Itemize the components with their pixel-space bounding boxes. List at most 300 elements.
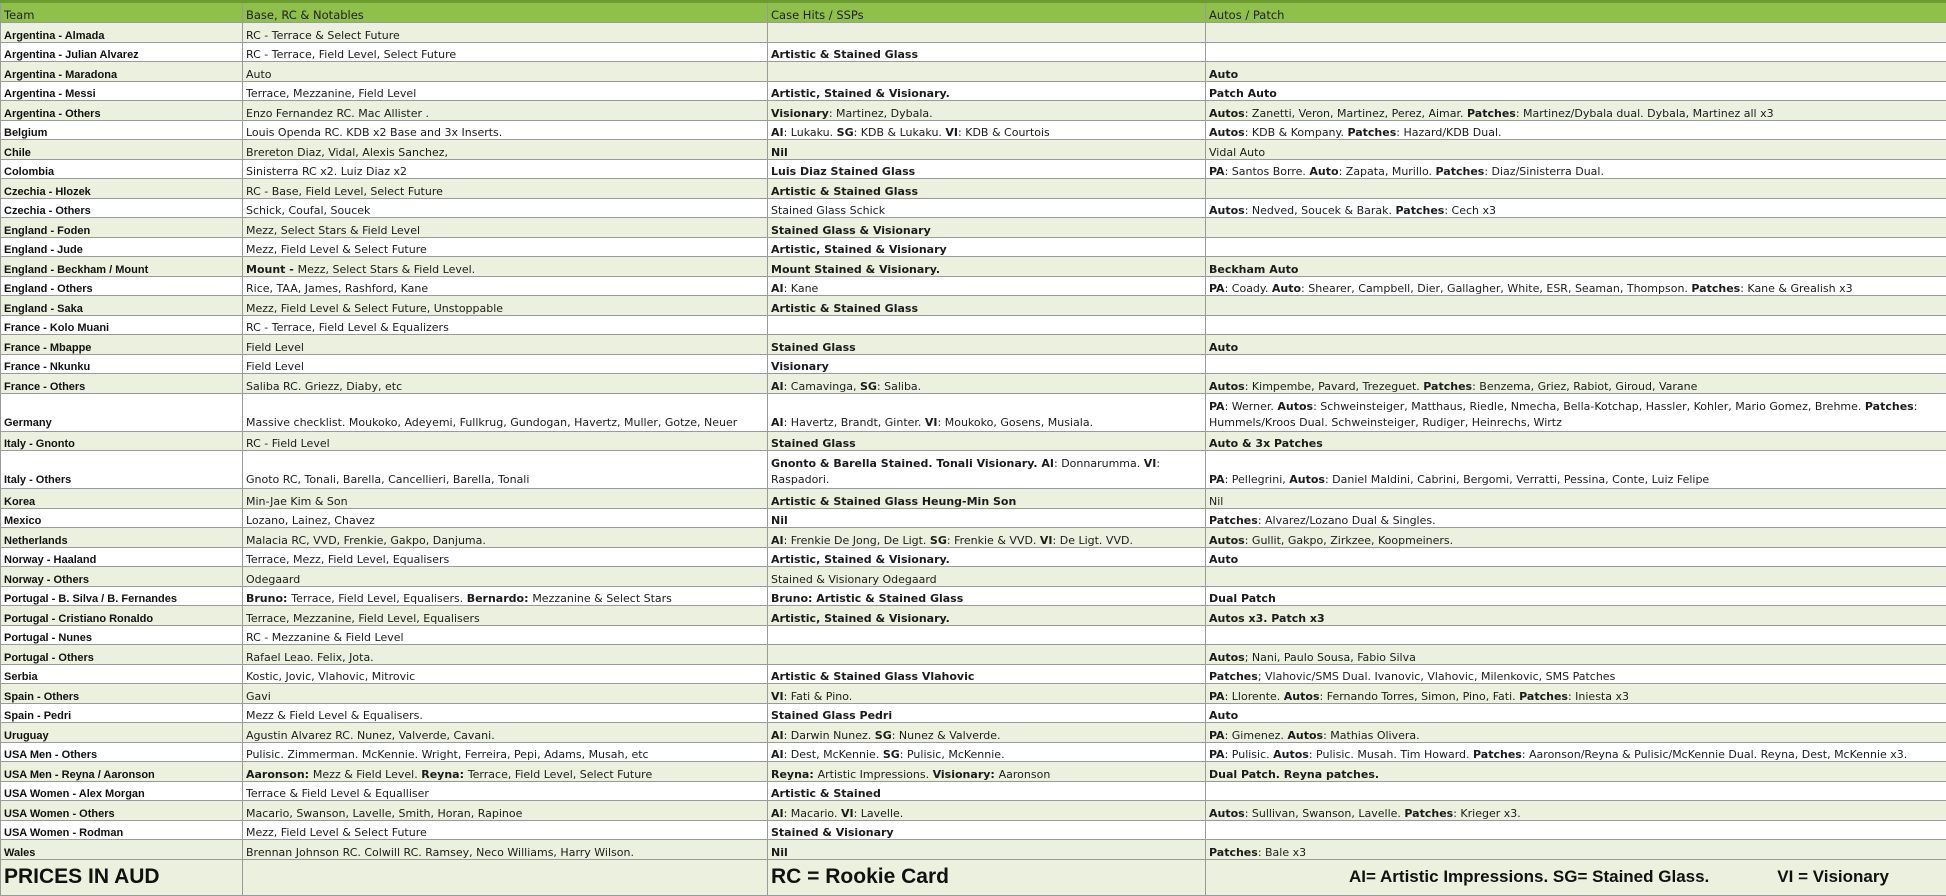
team-cell[interactable]: Belgium [1,120,243,140]
cell-text: : Zapata, Murillo. [1339,165,1436,178]
cell-text: Odegaard [246,573,300,586]
base-cell[interactable] [243,451,768,489]
table-body [1,23,1946,860]
autos-cell[interactable] [1206,120,1946,140]
autos-cell[interactable] [1206,101,1946,121]
cell-text: RC - Terrace & Select Future [246,29,400,42]
team-cell[interactable]: Italy - Others [1,451,243,489]
cell-text: ; Vlahovic/SMS Dual. Ivanovic, Vlahovic, Milenkovic, SMS Patches [1258,670,1615,683]
autos-cell[interactable] [1206,393,1946,431]
cell-text: : Zanetti, Veron, Martinez, Perez, Aimar. [1245,107,1467,120]
bold-text: PA [1209,748,1225,761]
bold-text: VI [1144,457,1157,470]
bold-text: Auto [1209,709,1238,722]
bold-text: Bruno: Artistic & Stained Glass [771,592,963,605]
bold-text: Auto [1209,68,1238,81]
footer-legend-cell[interactable] [1206,859,1946,895]
hits-cell[interactable] [768,218,1206,238]
autos-cell[interactable] [1206,218,1946,238]
bold-text: Patch Auto [1209,87,1277,100]
team-cell[interactable]: Spain - Pedri [1,703,243,723]
base-cell[interactable] [243,354,768,374]
hits-cell[interactable] [768,684,1206,704]
team-cell[interactable]: Argentina - Messi [1,81,243,101]
base-cell[interactable] [243,101,768,121]
column-header-hits[interactable]: Case Hits / SSPs [768,2,1206,23]
table-row [1,393,1946,431]
bold-text: Patches [1209,514,1258,527]
cell-text: : Daniel Maldini, Cabrini, Bergomi, Verratti, Pessina, Conte, Luiz Felipe [1325,473,1709,486]
team-cell[interactable]: Portugal - Nunes [1,625,243,645]
hits-cell[interactable] [768,23,1206,43]
base-cell[interactable] [243,723,768,743]
team-cell[interactable]: Spain - Others [1,684,243,704]
autos-cell[interactable] [1206,42,1946,62]
cell-text: ; Nani, Paulo Sousa, Fabio Silva [1245,651,1416,664]
hits-cell[interactable] [768,820,1206,840]
cell-text: : De Ligt. VVD. [1053,534,1133,547]
base-cell[interactable] [243,81,768,101]
hits-cell[interactable] [768,781,1206,801]
team-cell[interactable]: Argentina - Others [1,101,243,121]
table-row [1,218,1946,238]
cell-text: Stained & Visionary Odegaard [771,573,937,586]
bold-text: PA [1209,400,1225,413]
bold-text: Bruno: [246,592,291,605]
cell-text: Mezz & Field Level & Equalisers. [246,709,423,722]
autos-cell[interactable] [1206,645,1946,665]
cell-text: : Kimpembe, Pavard, Trezeguet. [1245,380,1424,393]
bold-text: Patches [1467,107,1516,120]
base-cell[interactable] [243,179,768,199]
cell-text: : Pulisic. [1225,748,1274,761]
table-row [1,625,1946,645]
table-row [1,528,1946,548]
autos-cell[interactable] [1206,335,1946,355]
hits-cell[interactable] [768,198,1206,218]
hits-cell[interactable] [768,489,1206,509]
table-row [1,489,1946,509]
bold-text: Artistic & Stained Glass Vlahovic [771,670,974,683]
table-row [1,42,1946,62]
base-cell[interactable] [243,23,768,43]
hits-cell[interactable] [768,586,1206,606]
bold-text: Patches [1209,670,1258,683]
bold-text: Autos [1277,400,1313,413]
bold-text: Nil [771,146,788,159]
base-cell[interactable] [243,742,768,762]
autos-cell[interactable] [1206,179,1946,199]
cell-text: : Fernando Torres, Simon, Pino, Fati. [1320,690,1520,703]
base-cell[interactable] [243,335,768,355]
table-row [1,547,1946,567]
cell-text: : Schweinsteiger, Matthaus, Riedle, Nmecha, Bella-Kotchap, Hassler, Kohler, Mario Gomez, Brehme. [1313,400,1865,413]
bold-text: Patches [1347,126,1396,139]
cell-text: Gavi [246,690,271,703]
base-cell[interactable] [243,489,768,509]
autos-cell[interactable] [1206,684,1946,704]
bold-text: Patches [1436,165,1485,178]
hits-cell[interactable] [768,101,1206,121]
team-cell[interactable]: Germany [1,393,243,431]
column-header-autos[interactable]: Autos / Patch [1206,2,1946,23]
base-cell[interactable] [243,218,768,238]
cell-text: Min-Jae Kim & Son [246,495,348,508]
hits-cell[interactable] [768,257,1206,277]
cell-text: Kostic, Jovic, Vlahovic, Mitrovic [246,670,415,683]
cell-text: Mezz, Field Level & Select Future [246,826,427,839]
table-row [1,81,1946,101]
cell-text: : Shearer, Campbell, Dier, Gallagher, White, ESR, Seaman, Thompson. [1301,282,1691,295]
base-cell[interactable] [243,762,768,782]
hits-cell[interactable] [768,42,1206,62]
autos-cell[interactable] [1206,159,1946,179]
table-row [1,237,1946,257]
autos-cell[interactable] [1206,567,1946,587]
footer-empty-cell[interactable] [243,859,768,895]
hits-cell[interactable] [768,140,1206,160]
bold-text: AI [771,380,784,393]
cell-text: : Mathias Olivera. [1323,729,1420,742]
base-cell[interactable] [243,62,768,82]
hits-cell[interactable] [768,703,1206,723]
cell-text: : Pulisic. Musah. Tim Howard. [1309,748,1473,761]
cell-text: Schick, Coufal, Soucek [246,204,370,217]
hits-cell[interactable] [768,81,1206,101]
hits-cell[interactable] [768,120,1206,140]
bold-text: Stained Glass Pedri [771,709,892,722]
team-cell[interactable]: France - Kolo Muani [1,315,243,335]
hits-cell[interactable] [768,742,1206,762]
bold-text: Artistic & Stained Glass [771,302,918,315]
bold-text: Artistic, Stained & Visionary [771,243,947,256]
autos-cell[interactable] [1206,606,1946,626]
bold-text: Reyna: [771,768,818,781]
autos-cell[interactable] [1206,237,1946,257]
hits-cell[interactable] [768,528,1206,548]
autos-cell[interactable] [1206,820,1946,840]
team-cell[interactable]: Uruguay [1,723,243,743]
bold-text: Bernardo: [467,592,533,605]
bold-text: Patches [1404,807,1453,820]
hits-cell[interactable] [768,237,1206,257]
autos-cell[interactable] [1206,742,1946,762]
cell-text: : Krieger x3. [1453,807,1521,820]
team-cell[interactable]: USA Men - Reyna / Aaronson [1,762,243,782]
bold-text: Stained Glass & Visionary [771,224,931,237]
team-cell[interactable]: England - Beckham / Mount [1,257,243,277]
bold-text: Patches [1396,204,1445,217]
cell-text: Mezz, Select Stars & Field Level [246,224,420,237]
autos-cell[interactable] [1206,625,1946,645]
cell-text: Malacia RC, VVD, Frenkie, Gakpo, Danjuma. [246,534,486,547]
table-row [1,23,1946,43]
bold-text: Autos [1284,690,1320,703]
cell-text: : Iniesta x3 [1568,690,1629,703]
autos-cell[interactable] [1206,586,1946,606]
table-row [1,374,1946,394]
bold-text: Autos [1273,748,1309,761]
hits-cell[interactable] [768,762,1206,782]
table-row [1,335,1946,355]
cell-text: Stained Glass Schick [771,204,885,217]
bold-text: VI [1040,534,1053,547]
footer-rc-note[interactable]: RC = Rookie Card [768,859,1206,895]
autos-cell[interactable] [1206,664,1946,684]
bold-text: Luis Diaz Stained Glass [771,165,915,178]
cell-text: Terrace, Mezzanine, Field Level, Equalisers [246,612,480,625]
hits-cell[interactable] [768,159,1206,179]
autos-cell[interactable] [1206,315,1946,335]
base-cell[interactable] [243,315,768,335]
hits-cell[interactable] [768,625,1206,645]
base-cell[interactable] [243,586,768,606]
autos-cell[interactable] [1206,762,1946,782]
cell-text: Mezz & Field Level. [313,768,421,781]
cell-text: : Havertz, Brandt, Ginter. [784,416,925,429]
cell-text: Terrace, Mezz, Field Level, Equalisers [246,553,449,566]
hits-cell[interactable] [768,547,1206,567]
base-cell[interactable] [243,508,768,528]
base-cell[interactable] [243,664,768,684]
team-cell[interactable]: Argentina - Almada [1,23,243,43]
autos-cell[interactable] [1206,508,1946,528]
autos-cell[interactable] [1206,276,1946,296]
cell-text: : Kane & Grealish x3 [1740,282,1852,295]
base-cell[interactable] [243,781,768,801]
base-cell[interactable] [243,276,768,296]
team-cell[interactable]: Norway - Others [1,567,243,587]
bold-text: Nil [771,846,788,859]
base-cell[interactable] [243,120,768,140]
team-cell[interactable]: Argentina - Maradona [1,62,243,82]
team-cell[interactable]: Italy - Gnonto [1,431,243,451]
hits-cell[interactable] [768,606,1206,626]
autos-cell[interactable] [1206,801,1946,821]
base-cell[interactable] [243,198,768,218]
bold-text: Patches [1423,380,1472,393]
cell-text: Lozano, Lainez, Chavez [246,514,375,527]
hits-cell[interactable] [768,723,1206,743]
table-row [1,820,1946,840]
team-cell[interactable]: Serbia [1,664,243,684]
team-cell[interactable]: Portugal - Others [1,645,243,665]
cell-text: Vidal Auto [1209,146,1265,159]
team-cell[interactable]: Korea [1,489,243,509]
bold-text: Stained Glass [771,341,856,354]
autos-cell[interactable] [1206,840,1946,860]
team-cell[interactable]: Czechia - Hlozek [1,179,243,199]
team-cell[interactable]: Netherlands [1,528,243,548]
cell-text: Auto [246,68,272,81]
table-row [1,742,1946,762]
base-cell[interactable] [243,140,768,160]
hits-cell[interactable] [768,296,1206,316]
hits-cell[interactable] [768,664,1206,684]
hits-cell[interactable] [768,335,1206,355]
team-cell[interactable]: USA Men - Others [1,742,243,762]
cell-text: : Martinez, Dybala. [829,107,933,120]
team-cell[interactable]: France - Others [1,374,243,394]
hits-cell[interactable] [768,62,1206,82]
base-cell[interactable] [243,42,768,62]
team-cell[interactable]: England - Foden [1,218,243,238]
team-cell[interactable]: England - Others [1,276,243,296]
hits-cell[interactable] [768,374,1206,394]
cell-text: : Nunez & Valverde. [892,729,1001,742]
cell-text: : Llorente. [1225,690,1284,703]
hits-cell[interactable] [768,276,1206,296]
autos-cell[interactable] [1206,431,1946,451]
hits-cell[interactable] [768,508,1206,528]
autos-cell[interactable] [1206,296,1946,316]
cell-text: Rafael Leao. Felix, Jota. [246,651,374,664]
base-cell[interactable] [243,159,768,179]
base-cell[interactable] [243,567,768,587]
table-row [1,567,1946,587]
team-cell[interactable]: USA Women - Others [1,801,243,821]
team-cell[interactable]: Portugal - B. Silva / B. Fernandes [1,586,243,606]
cell-text: RC - Mezzanine & Field Level [246,631,404,644]
cell-text: Terrace, Field Level, Equalisers. [291,592,466,605]
base-cell[interactable] [243,257,768,277]
team-cell[interactable]: England - Saka [1,296,243,316]
bold-text: SG [930,534,947,547]
cell-text: Louis Openda RC. KDB x2 Base and 3x Inserts. [246,126,502,139]
autos-cell[interactable] [1206,547,1946,567]
bold-text: AI [771,282,784,295]
team-cell[interactable]: USA Women - Rodman [1,820,243,840]
cell-text: Brereton Diaz, Vidal, Alexis Sanchez, [246,146,448,159]
team-cell[interactable]: Wales [1,840,243,860]
cell-text: : Kane [784,282,819,295]
autos-cell[interactable] [1206,198,1946,218]
cell-text: : Gullit, Gakpo, Zirkzee, Koopmeiners. [1245,534,1453,547]
autos-cell[interactable] [1206,723,1946,743]
bold-text: Artistic & Stained [771,787,881,800]
footer-vi-note: VI = Visionary [1777,867,1889,887]
cell-text: Brennan Johnson RC. Colwill RC. Ramsey, Neco Williams, Harry Wilson. [246,846,634,859]
bold-text: Autos [1287,729,1323,742]
team-cell[interactable]: France - Mbappe [1,335,243,355]
autos-cell[interactable] [1206,354,1946,374]
table-row [1,257,1946,277]
autos-cell[interactable] [1206,451,1946,489]
cell-text: Macario, Swanson, Lavelle, Smith, Horan, Rapinoe [246,807,522,820]
cell-text: : Pulisic, McKennie. [900,748,1005,761]
bold-text: PA [1209,690,1225,703]
hits-cell[interactable] [768,315,1206,335]
base-cell[interactable] [243,645,768,665]
bold-text: Visionary [771,360,829,373]
cell-text: : Hazard/KDB Dual. [1396,126,1501,139]
team-cell[interactable]: Portugal - Cristiano Ronaldo [1,606,243,626]
team-cell[interactable]: Mexico [1,508,243,528]
cell-text: : Aaronson/Reyna & Pulisic/McKennie Dual. Reyna, Dest, McKennie x3. [1522,748,1907,761]
team-cell[interactable]: Czechia - Others [1,198,243,218]
cell-text: : Darwin Nunez. [784,729,875,742]
bold-text: Mount Stained & Visionary. [771,263,940,276]
hits-cell[interactable] [768,354,1206,374]
hits-cell[interactable] [768,393,1206,431]
cell-text: Enzo Fernandez RC. Mac Allister . [246,107,429,120]
bold-text: Artistic & Stained Glass [771,48,918,61]
team-cell[interactable]: Argentina - Julian Alvarez [1,42,243,62]
cell-text: : Alvarez/Lozano Dual & Singles. [1258,514,1436,527]
base-cell[interactable] [243,684,768,704]
autos-cell[interactable] [1206,23,1946,43]
base-cell[interactable] [243,625,768,645]
base-cell[interactable] [243,606,768,626]
base-cell[interactable] [243,431,768,451]
autos-cell[interactable] [1206,703,1946,723]
bold-text: Autos [1209,807,1245,820]
base-cell[interactable] [243,820,768,840]
column-header-base[interactable]: Base, RC & Notables [243,2,768,23]
bold-text: AI [771,126,784,139]
base-cell[interactable] [243,547,768,567]
hits-cell[interactable] [768,840,1206,860]
cell-text: : KDB & Kompany. [1245,126,1348,139]
table-row [1,684,1946,704]
team-cell[interactable]: Colombia [1,159,243,179]
hits-cell[interactable] [768,451,1206,489]
hits-cell[interactable] [768,567,1206,587]
autos-cell[interactable] [1206,62,1946,82]
autos-cell[interactable] [1206,528,1946,548]
autos-cell[interactable] [1206,257,1946,277]
team-cell[interactable]: England - Jude [1,237,243,257]
hits-cell[interactable] [768,431,1206,451]
hits-cell[interactable] [768,645,1206,665]
base-cell[interactable] [243,393,768,431]
autos-cell[interactable] [1206,140,1946,160]
table-row [1,840,1946,860]
base-cell[interactable] [243,840,768,860]
table-row [1,451,1946,489]
cell-text: Rice, TAA, James, Rashford, Kane [246,282,428,295]
base-cell[interactable] [243,237,768,257]
bold-text: VI [925,416,938,429]
team-cell[interactable]: Norway - Haaland [1,547,243,567]
team-cell[interactable]: Chile [1,140,243,160]
cell-text: : Gimenez. [1225,729,1288,742]
cell-text: : KDB & Lukaku. [854,126,946,139]
base-cell[interactable] [243,296,768,316]
autos-cell[interactable] [1206,781,1946,801]
cell-text: : Saliba. [877,380,921,393]
table-row [1,801,1946,821]
autos-cell[interactable] [1206,81,1946,101]
base-cell[interactable] [243,528,768,548]
autos-cell[interactable] [1206,489,1946,509]
hits-cell[interactable] [768,179,1206,199]
bold-text: Autos x3. Patch x3 [1209,612,1325,625]
hits-cell[interactable] [768,801,1206,821]
base-cell[interactable] [243,703,768,723]
footer-prices[interactable]: PRICES IN AUD [1,859,243,895]
team-cell[interactable]: France - Nkunku [1,354,243,374]
bold-text: Aaronson: [246,768,313,781]
cell-text: : Sullivan, Swanson, Lavelle. [1245,807,1405,820]
column-header-team[interactable]: Team [1,2,243,23]
base-cell[interactable] [243,374,768,394]
cell-text: : Frenkie & VVD. [947,534,1040,547]
base-cell[interactable] [243,801,768,821]
autos-cell[interactable] [1206,374,1946,394]
team-cell[interactable]: USA Women - Alex Morgan [1,781,243,801]
bold-text: Auto & 3x Patches [1209,437,1323,450]
